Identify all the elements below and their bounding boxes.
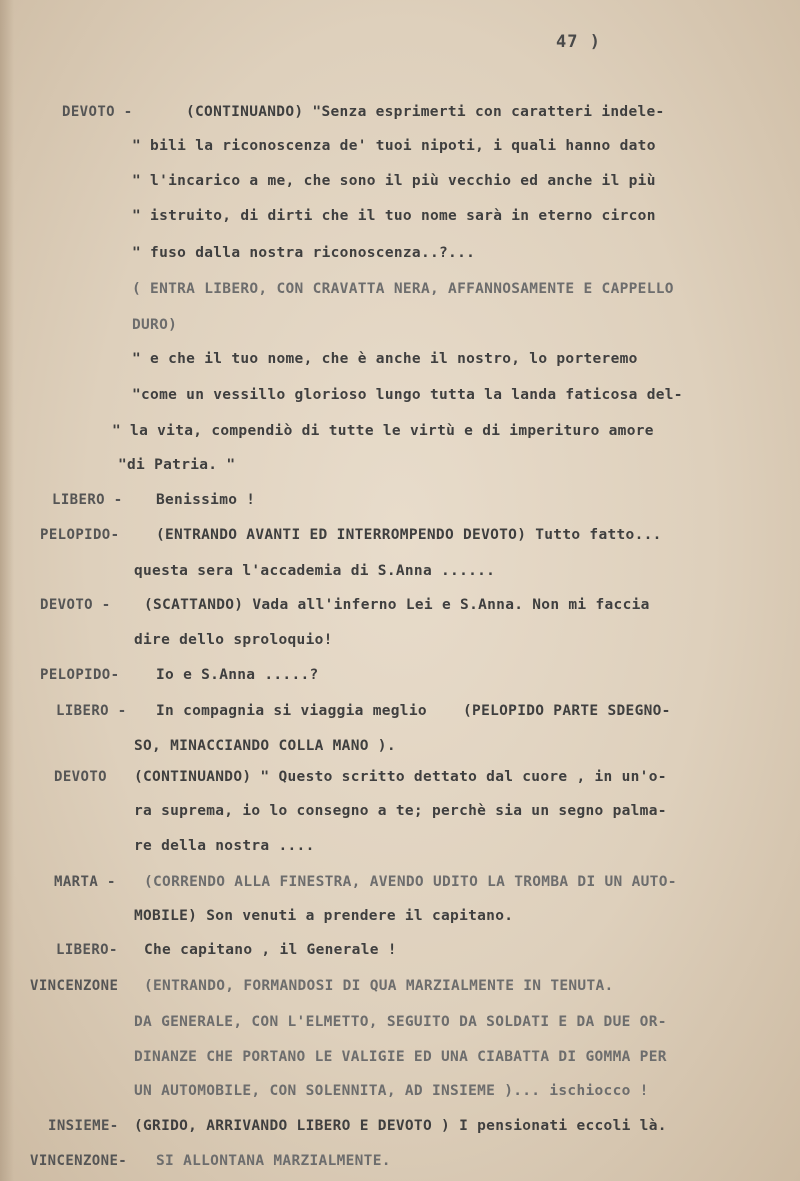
script-line: re della nostra .... <box>134 838 315 854</box>
stage-direction: (ENTRANDO, FORMANDOSI DI QUA MARZIALMENTE IN TENUTA. <box>144 978 614 994</box>
script-line: (CONTINUANDO) " Questo scritto dettato dal cuore , in un'o- <box>134 769 667 785</box>
speaker-label: VINCENZONE <box>30 978 119 994</box>
stage-direction: SI ALLONTANA MARZIALMENTE. <box>156 1153 391 1169</box>
script-line: MOBILE) Son venuti a prendere il capitano. <box>134 908 514 924</box>
speaker-label: DEVOTO - <box>40 597 111 613</box>
script-line: "di Patria. " <box>118 457 236 473</box>
stage-direction: (CORRENDO ALLA FINESTRA, AVENDO UDITO LA TROMBA DI UN AUTO- <box>144 874 677 890</box>
script-line: " fuso dalla nostra riconoscenza..?... <box>132 245 476 261</box>
script-line: " l'incarico a me, che sono il più vecchio ed anche il più <box>132 173 656 189</box>
script-line: (GRIDO, ARRIVANDO LIBERO E DEVOTO ) I pensionati eccoli là. <box>134 1118 667 1134</box>
script-line: " e che il tuo nome, che è anche il nostro, lo porteremo <box>132 351 638 367</box>
stage-direction: ( ENTRA LIBERO, CON CRAVATTA NERA, AFFANNOSAMENTE E CAPPELLO <box>132 281 674 297</box>
speaker-label: LIBERO - <box>56 703 127 719</box>
script-line: (SCATTANDO) Vada all'inferno Lei e S.Anna. Non mi faccia <box>144 597 650 613</box>
speaker-label: LIBERO- <box>56 942 118 958</box>
stage-direction: DINANZE CHE PORTANO LE VALIGIE ED UNA CIABATTA DI GOMMA PER <box>134 1049 667 1065</box>
script-line: ra suprema, io lo consegno a te; perchè sia un segno palma- <box>134 803 667 819</box>
page-number: 47 ) <box>556 32 601 52</box>
speaker-label: DEVOTO <box>54 769 107 785</box>
speaker-label: DEVOTO - <box>62 104 133 120</box>
speaker-label: INSIEME- <box>48 1118 119 1134</box>
speaker-label: VINCENZONE- <box>30 1153 128 1169</box>
script-line: dire dello sproloquio! <box>134 632 333 648</box>
script-line: " istruito, di dirti che il tuo nome sarà in eterno circon <box>132 208 656 224</box>
stage-direction: DA GENERALE, CON L'ELMETTO, SEGUITO DA SOLDATI E DA DUE OR- <box>134 1014 667 1030</box>
stage-direction: UN AUTOMOBILE, CON SOLENNITA, AD INSIEME )... ischiocco ! <box>134 1083 649 1099</box>
script-line: " la vita, compendiò di tutte le virtù e di imperituro amore <box>112 423 654 439</box>
speaker-label: LIBERO - <box>52 492 123 508</box>
script-line: questa sera l'accademia di S.Anna ...... <box>134 563 496 579</box>
speaker-label: PELOPIDO- <box>40 667 120 683</box>
script-line: In compagnia si viaggia meglio (PELOPIDO PARTE SDEGNO- <box>156 703 671 719</box>
script-line: (CONTINUANDO) "Senza esprimerti con caratteri indele- <box>186 104 665 120</box>
speaker-label: PELOPIDO- <box>40 527 120 543</box>
script-line: (ENTRANDO AVANTI ED INTERROMPENDO DEVOTO) Tutto fatto... <box>156 527 662 543</box>
stage-direction: DURO) <box>132 317 178 333</box>
script-line: Io e S.Anna .....? <box>156 667 319 683</box>
script-line: SO, MINACCIANDO COLLA MANO ). <box>134 738 396 754</box>
script-line: " bili la riconoscenza de' tuoi nipoti, i quali hanno dato <box>132 138 656 154</box>
speaker-label: MARTA - <box>54 874 116 890</box>
script-line: Che capitano , il Generale ! <box>144 942 397 958</box>
script-line: Benissimo ! <box>156 492 256 508</box>
script-line: "come un vessillo glorioso lungo tutta la landa faticosa del- <box>132 387 683 403</box>
